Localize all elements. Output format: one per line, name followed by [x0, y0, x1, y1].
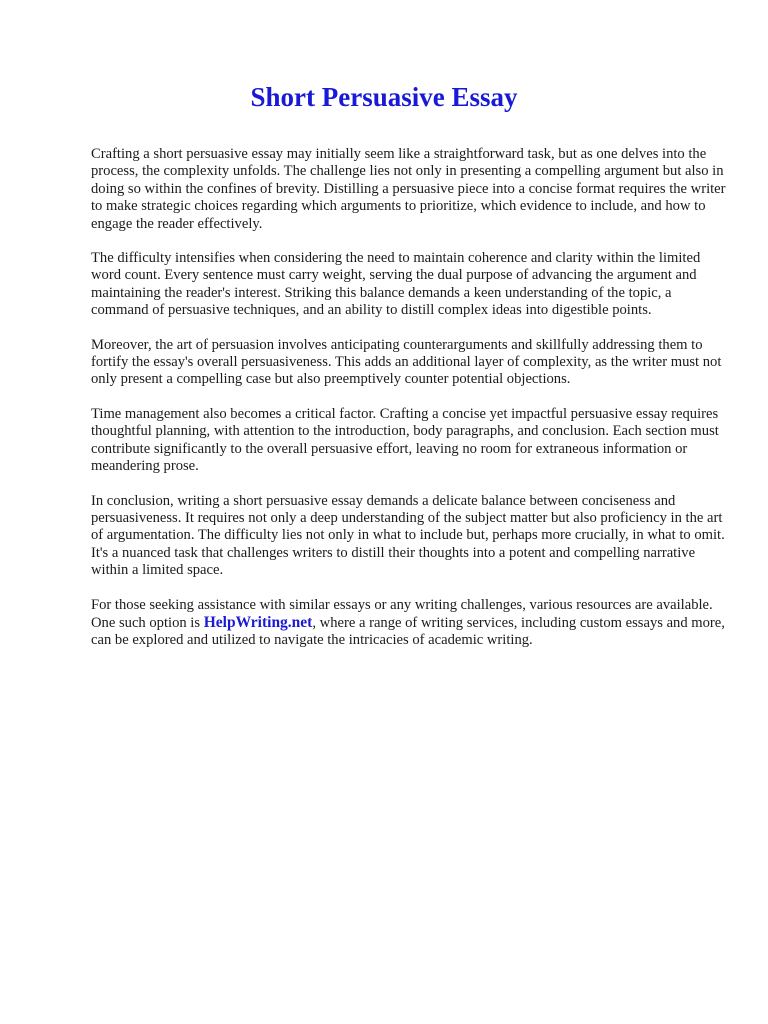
- helpwriting-link[interactable]: HelpWriting.net: [203, 613, 313, 631]
- essay-body: [91, 146, 731, 667]
- paragraph-3: Moreover, the art of persuasion involves anticipating counterarguments and skillfully addressing them to fortify the essay's overall persuasiveness. This adds an additional layer of complexity, as the writer must not only present a compelling case but also preemptively counter potential objections.: [91, 336, 722, 388]
- paragraph-6-lead-text: For those seeking assistance with similar essays or any writing challenges, various resources are available. One such option is: [91, 596, 713, 631]
- paragraph-4: Time management also becomes a critical factor. Crafting a concise yet impactful persuasive essay requires thoughtful planning, with attention to the introduction, body paragraphs, and conclusion. Each section must contribute significantly to the overall persuasive effort, leaving no room for extraneous information or meandering prose.: [91, 405, 719, 475]
- paragraph-5: In conclusion, writing a short persuasive essay demands a delicate balance between conciseness and persuasiveness. It requires not only a deep understanding of the subject matter but also proficiency in the art of argumentation. The difficulty lies not only in what to include but, perhaps more crucially, in what to omit. It's a nuanced task that challenges writers to distill their thoughts into a potent and compelling narrative within a limited space.: [91, 492, 725, 579]
- paragraph-6-trail-text: , where a range of writing services, including custom essays and more, can be explored and utilized to navigate the intricacies of academic writing.: [91, 614, 725, 649]
- page-title: Short Persuasive Essay: [250, 82, 518, 112]
- paragraph-6: [91, 597, 731, 650]
- paragraph-1: Crafting a short persuasive essay may initially seem like a straightforward task, but as one delves into the process, the complexity unfolds. The challenge lies not only in presenting a compelling argument but also in doing so within the confines of brevity. Distilling a persuasive piece into a concise format requires the writer to make strategic choices regarding which arguments to prioritize, which evidence to include, and how to engage the reader effectively.: [91, 146, 726, 232]
- paragraph-2: The difficulty intensifies when considering the need to maintain coherence and clarity within the limited word count. Every sentence must carry weight, serving the dual purpose of advancing the argument and maintaining the reader's interest. Striking this balance demands a keen understanding of the topic, a command of persuasive techniques, and an ability to distill complex ideas into digestible points.: [91, 250, 701, 319]
